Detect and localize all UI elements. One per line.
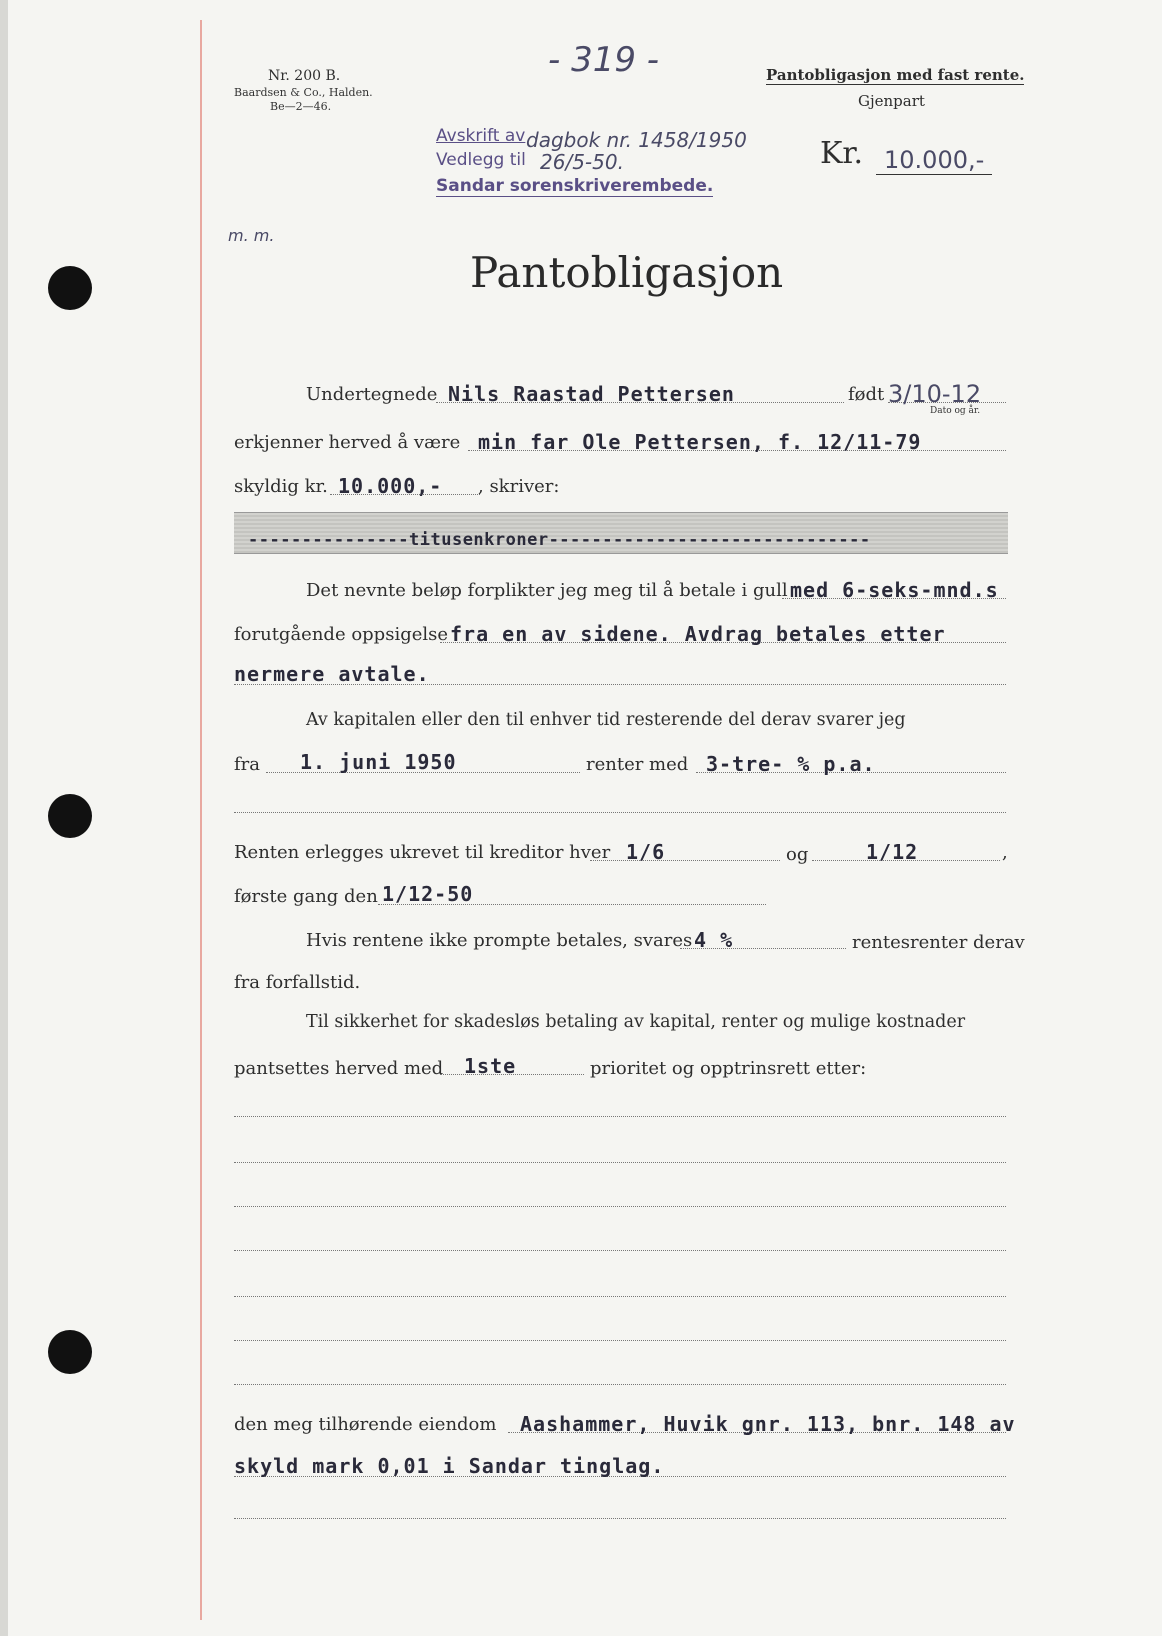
from-value: 1. juni 1950 xyxy=(300,750,457,774)
pay-text: Det nevnte beløp forplikter jeg meg til å betale i gull xyxy=(306,580,788,601)
late-label: Hvis rentene ikke prompte betales, svares xyxy=(306,930,693,951)
first-time-value: 1/12-50 xyxy=(382,882,474,906)
blank-line-1 xyxy=(234,812,1006,813)
notice-value-3: nermere avtale. xyxy=(234,662,430,686)
page-mark: - 319 - xyxy=(548,40,660,80)
page-edge xyxy=(0,0,8,1636)
print-code: Be—2—46. xyxy=(270,100,332,113)
stamp-line-1: Avskrift av xyxy=(436,126,526,146)
born-value: 3/10-12 xyxy=(888,380,982,408)
blank-line-7 xyxy=(234,1340,1006,1341)
late-line-2: fra forfallstid. xyxy=(234,972,361,993)
owing-value: 10.000,- xyxy=(338,474,443,498)
blank-line-8 xyxy=(234,1384,1006,1385)
margin-note: m. m. xyxy=(228,226,275,245)
property-value-2: skyld mark 0,01 i Sandar tinglag. xyxy=(234,1454,665,1478)
blank-line-9 xyxy=(234,1518,1006,1519)
pledge-suffix: prioritet og opptrinsrett etter: xyxy=(590,1058,867,1079)
interest-date1-line xyxy=(590,860,780,861)
acknowledge-label: erkjenner herved å være xyxy=(234,432,461,453)
form-number: Nr. 200 B. xyxy=(268,68,341,84)
blank-line-5 xyxy=(234,1250,1006,1251)
stamp-fill-1: dagbok nr. 1458/1950 xyxy=(526,128,747,152)
punch-hole-top xyxy=(48,266,92,310)
document-title: Pantobligasjon xyxy=(470,248,784,297)
late-value: 4 % xyxy=(694,928,734,952)
punch-hole-middle xyxy=(48,794,92,838)
born-label: født xyxy=(848,384,885,405)
margin-line xyxy=(200,20,202,1620)
copy-label: Gjenpart xyxy=(858,92,925,110)
first-time-label: første gang den xyxy=(234,886,378,907)
interest-date1: 1/6 xyxy=(626,840,666,864)
stamp-line-3: Sandar sorenskriverembede. xyxy=(436,176,714,196)
amount-value: 10.000,- xyxy=(876,146,992,175)
stamp-fill-2: 26/5-50. xyxy=(540,150,624,174)
punch-hole-bottom xyxy=(48,1330,92,1374)
creditor-value: min far Ole Pettersen, f. 12/11-79 xyxy=(478,430,922,454)
writes-label: , skriver: xyxy=(478,476,560,497)
undersigned-label: Undertegnede xyxy=(306,384,438,405)
interest-value: 3-tre- % p.a. xyxy=(706,752,876,776)
owing-label: skyldig kr. xyxy=(234,476,328,497)
security-text: Til sikkerhet for skadesløs betaling av kapital, renter og mulige kostnader xyxy=(306,1012,966,1032)
form-title: Pantobligasjon med fast rente. xyxy=(766,66,1025,84)
notice-value-2: fra en av sidene. Avdrag betales etter xyxy=(450,622,946,646)
born-hint: Dato og år. xyxy=(930,406,981,416)
stamp-line-2: Vedlegg til xyxy=(436,150,526,170)
blank-line-2 xyxy=(234,1116,1006,1117)
late-suffix: rentesrenter derav xyxy=(852,932,1025,953)
notice-label: forutgående oppsigelse xyxy=(234,624,449,645)
undersigned-value: Nils Raastad Pettersen xyxy=(448,382,735,406)
capital-text: Av kapitalen eller den til enhver tid resterende del derav svarer jeg xyxy=(306,710,906,730)
from-label: fra xyxy=(234,754,260,775)
blank-line-4 xyxy=(234,1206,1006,1207)
notice-line xyxy=(782,598,1006,599)
property-value: Aashammer, Huvik gnr. 113, bnr. 148 av xyxy=(520,1412,1016,1436)
pledge-value: 1ste xyxy=(464,1054,517,1078)
amount-label: Kr. xyxy=(820,136,863,171)
amount-words: ---------------titusenkroner------------------------------ xyxy=(248,530,871,550)
and-label: og xyxy=(786,844,809,865)
interest-paid-label: Renten erlegges ukrevet til kreditor hver xyxy=(234,842,611,863)
notice-value: med 6-seks-mnd.s xyxy=(790,578,999,602)
comma: , xyxy=(1002,842,1008,863)
pledge-label: pantsettes herved med xyxy=(234,1058,444,1079)
printer-name: Baardsen & Co., Halden. xyxy=(234,86,373,99)
blank-line-3 xyxy=(234,1162,1006,1163)
blank-line-6 xyxy=(234,1296,1006,1297)
interest-date2: 1/12 xyxy=(866,840,919,864)
interest-label: renter med xyxy=(586,754,689,775)
property-label: den meg tilhørende eiendom xyxy=(234,1414,497,1435)
